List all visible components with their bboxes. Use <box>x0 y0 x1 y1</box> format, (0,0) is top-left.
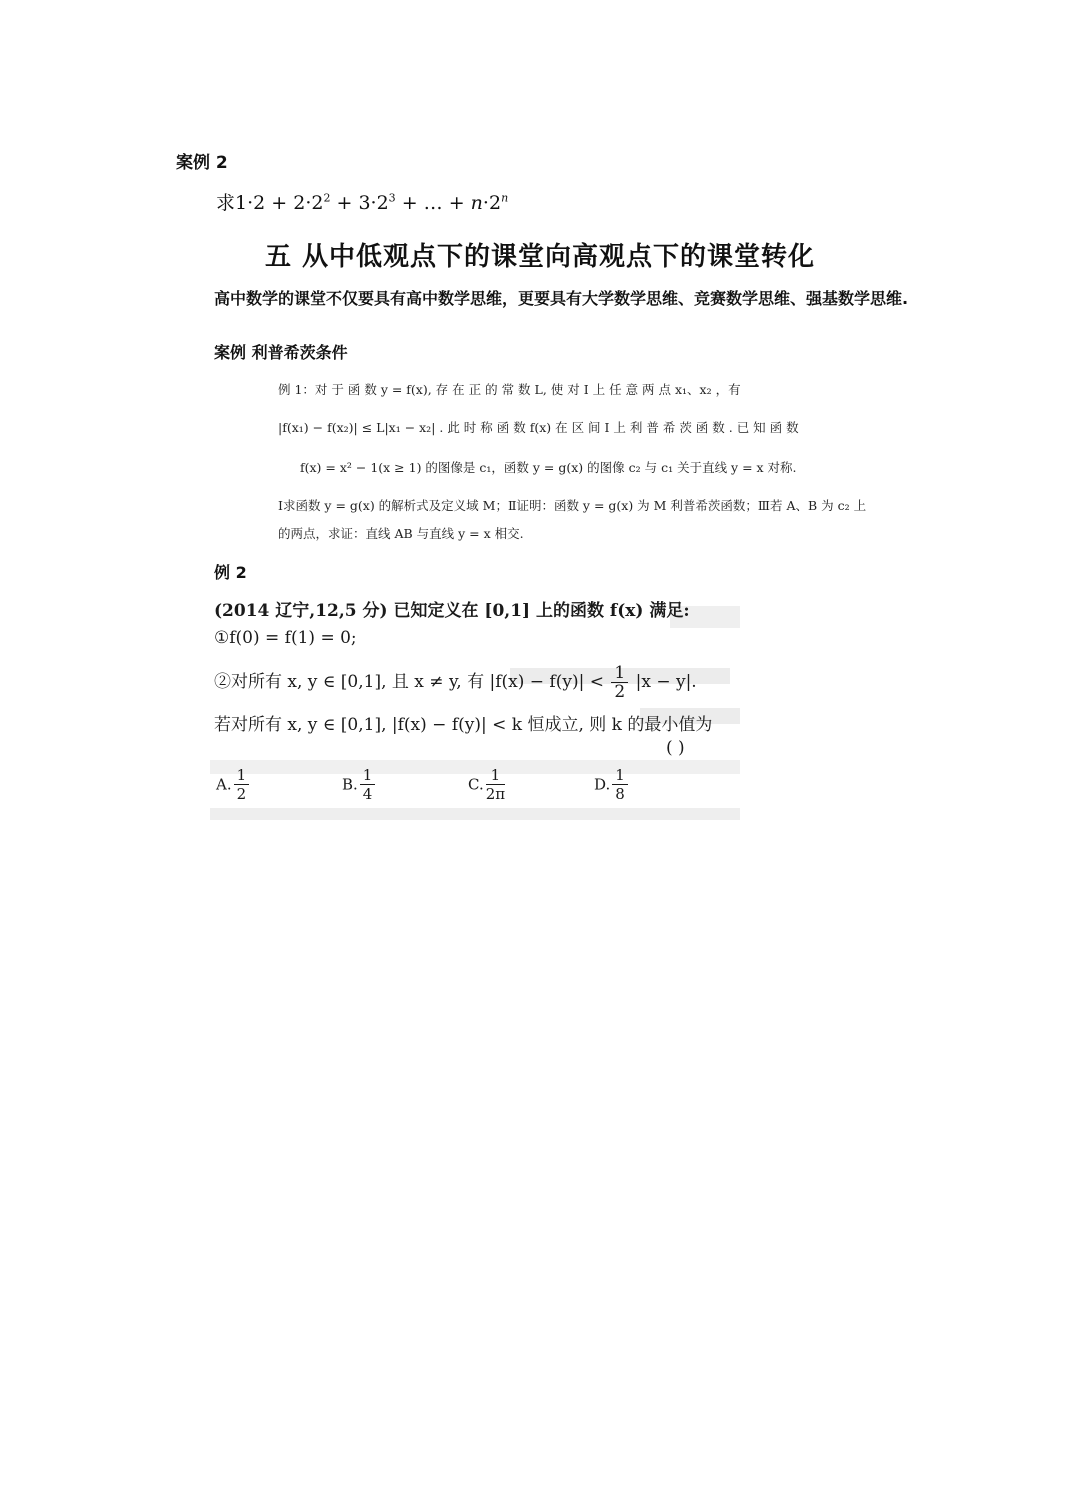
fraction-denominator: 2 <box>236 785 247 803</box>
fraction-numerator: 1 <box>360 766 376 785</box>
fraction-numerator: 1 <box>486 766 505 785</box>
example-2-line: (2014 辽宁,12,5 分) 已知定义在 [0,1] 上的函数 f(x) 满足: <box>214 601 690 621</box>
fraction-denominator: 2 <box>614 682 626 702</box>
option-b <box>342 766 377 803</box>
fraction-denominator: 4 <box>362 785 373 803</box>
formula-term: ·2 <box>482 192 502 214</box>
case-2-formula <box>216 188 508 215</box>
option-letter: C. <box>468 775 484 794</box>
option-c <box>468 766 507 803</box>
example-1-line: f(x) = x² − 1(x ≥ 1) 的图像是 c₁，函数 y = g(x) 的图像 c₂ 与 c₁ 关于直线 y = x 对称. <box>300 460 797 475</box>
fraction <box>611 664 628 701</box>
fraction-numerator: 1 <box>234 766 250 785</box>
formula-term: + 3·2 <box>330 192 389 214</box>
formula-term: + … + <box>395 192 471 214</box>
fraction-numerator: 1 <box>612 766 628 785</box>
lipschitz-case-label: 案例 利普希茨条件 <box>214 343 348 362</box>
example-1-line: 的两点，求证：直线 AB 与直线 y = x 相交. <box>278 526 524 541</box>
fraction-numerator: 1 <box>611 664 628 683</box>
case-2-label: 案例 2 <box>176 153 228 173</box>
option-letter: D. <box>594 775 611 794</box>
bleed-through-mark <box>210 808 740 820</box>
example-2-scan <box>210 588 740 823</box>
section-heading: 五 从中低观点下的课堂向高观点下的课堂转化 <box>264 242 816 272</box>
option-fraction <box>612 766 628 803</box>
formula-exp: 2 <box>323 191 331 205</box>
option-letter: A. <box>216 775 232 794</box>
condition-text: |x − y|. <box>635 672 697 692</box>
example-1-line: 例 1：对 于 函 数 y = f(x), 存 在 正 的 常 数 L, 使 对 I 上 任 意 两 点 x₁、x₂ ，有 <box>278 382 741 397</box>
formula-var: n <box>470 192 483 214</box>
formula-prefix: 求 <box>216 192 236 214</box>
example-2-line: 若对所有 x, y ∈ [0,1], |f(x) − f(y)| < k 恒成立, 则 k 的最小值为 <box>214 715 713 735</box>
example-1-line: |f(x₁) − f(x₂)| ≤ L|x₁ − x₂| . 此 时 称 函 数 f(x) 在 区 间 I 上 利 普 希 茨 函 数 . 已 知 函 数 <box>278 420 799 435</box>
option-a <box>216 766 251 803</box>
option-fraction <box>360 766 376 803</box>
example-2-label: 例 2 <box>214 563 247 582</box>
option-letter: B. <box>342 775 358 794</box>
option-fraction <box>486 766 505 803</box>
formula-term: 1·2 + 2·2 <box>235 192 324 214</box>
fraction-denominator: 2π <box>485 785 506 803</box>
answer-parentheses: ( ) <box>666 738 685 758</box>
example-2-line <box>214 664 697 701</box>
option-d <box>594 766 630 803</box>
section-paragraph: 高中数学的课堂不仅要具有高中数学思维，更要具有大学数学思维、竞赛数学思维、强基数学思维. <box>214 289 909 308</box>
fraction-denominator: 8 <box>615 785 625 803</box>
condition-text: ②对所有 x, y ∈ [0,1], 且 x ≠ y, 有 |f(x) − f(y)| < <box>214 672 604 692</box>
option-fraction <box>234 766 250 803</box>
formula-exp: 3 <box>388 191 396 205</box>
example-2-line: ①f(0) = f(1) = 0; <box>214 628 357 648</box>
example-1-line: Ⅰ求函数 y = g(x) 的解析式及定义域 M；Ⅱ证明：函数 y = g(x) 为 M 利普希茨函数；Ⅲ若 A、B 为 c₂ 上 <box>278 498 867 513</box>
formula-exp: n <box>501 191 509 205</box>
